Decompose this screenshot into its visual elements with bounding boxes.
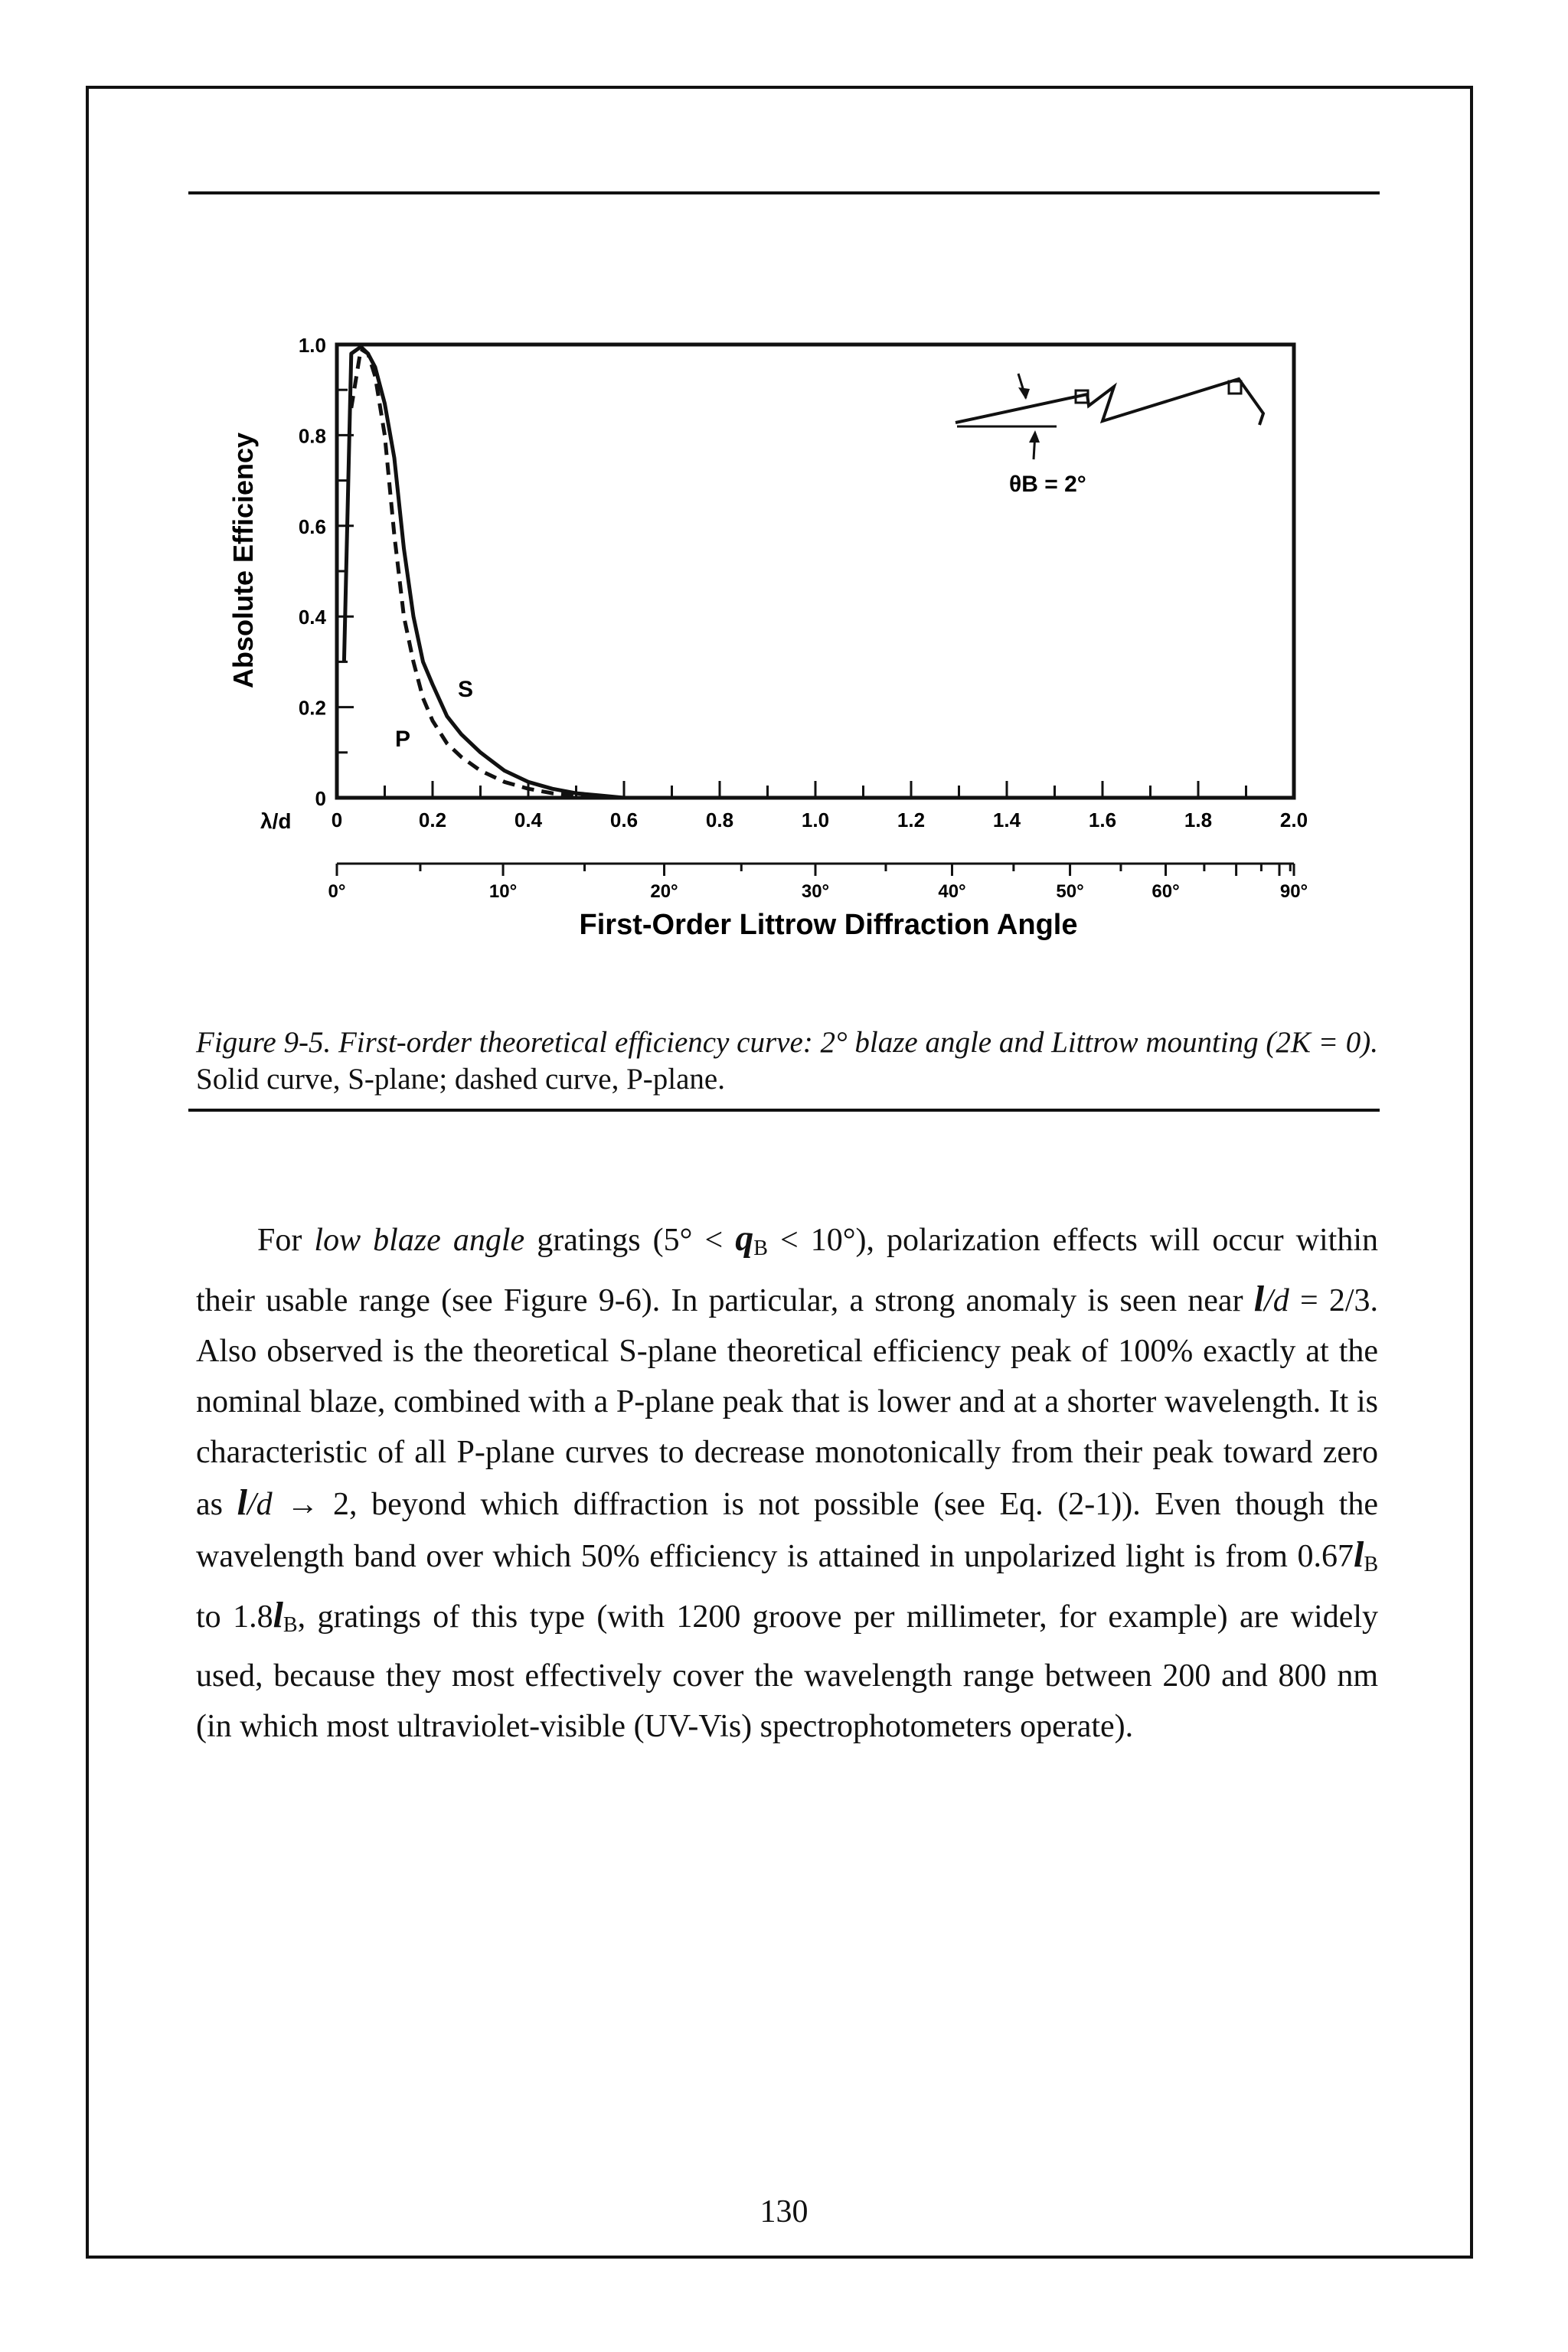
x-tick-label: 1.8 [1184,808,1213,831]
x-tick-label: 0.2 [418,808,447,831]
blaze-angle-label: θB = 2° [1009,472,1086,497]
x-tick-label: 1.4 [992,808,1021,831]
figure-caption [196,1024,1378,1098]
angle-tick-label: 10° [488,881,518,902]
y-tick-label: 0.8 [298,424,326,448]
angle-tick-label: 30° [801,881,830,902]
angle-tick-label: 60° [1152,881,1180,902]
caption-rule [188,1109,1380,1112]
x-tick-label: 0.4 [514,808,543,831]
angle-tick-label: 20° [650,881,678,902]
angle-tick-label: 90° [1279,881,1308,902]
caption-text: Solid curve, S-plane; dashed curve, P-plane. [196,1063,725,1096]
y-tick-label: 0 [315,787,326,810]
angle-tick-label: 40° [938,881,966,902]
y-axis-label: Absolute Efficiency [227,432,259,689]
x-tick-label: 1.0 [801,808,830,831]
x-tick-label: 1.2 [897,808,926,831]
y-tick-label: 0.4 [298,606,326,629]
y-tick-label: 0.6 [298,514,326,538]
caption-label: Figure 9-5. First-order theoretical efficiency curve: 2° blaze angle and Littrow mounting (2K = 0). [196,1026,1378,1059]
s-plane-curve [344,347,1294,798]
angle-tick-label: 50° [1056,881,1084,902]
x-tick-label: 1.6 [1088,808,1117,831]
s-series-label: S [458,677,474,702]
y-tick-label: 1.0 [298,334,326,357]
body-paragraph: For low blaze angle gratings $(5^\circ < q_B < 10^\circ)$, polarization effects will occur within their usable range (see Figure 9-6). In particular, a strong anomaly is seen near l/d = 2/3. Also observed is the theoretical S-plane theoretical efficiency peak of 100% exactly at the nominal blaze, combined with a P-plane peak that is lower and at a shorter wavelength. It is characteristic of all P-plane curves to decrease monotonically from their peak toward zero as l/d → 2, beyond which diffraction is not possible (see Eq. (2-1)). Even though the wavelength band over which 50% efficiency is attained in unpolarized light is from $0.67l_B$ to $1.8l_B$, gratings of this type (with 1200 groove per millimeter, for example) are widely used, because they most effectively cover the wavelength range between 200 and 800 nm (in which most ultraviolet-visible (UV-Vis) spectrophotometers operate). [196,1218,1379,1744]
angle-tick-label: 0° [328,881,346,902]
plot-frame [337,345,1294,798]
x-axis-symbol: λ/d [260,809,292,833]
x-tick-label: 0.8 [705,808,734,831]
x-tick-label: 0.6 [609,808,639,831]
blaze-profile-inset [956,374,1263,497]
x-tick-label: 2.0 [1279,808,1308,831]
y-tick-label: 0.2 [298,696,326,720]
efficiency-chart [0,0,1568,995]
page-number: 130 [760,2194,808,2230]
efficiency-figure [0,0,1568,995]
p-plane-curve [351,349,624,798]
x-axis-label: First-Order Littrow Diffraction Angle [579,909,1078,941]
x-tick-label: 0 [331,808,343,831]
p-series-label: P [395,727,411,752]
